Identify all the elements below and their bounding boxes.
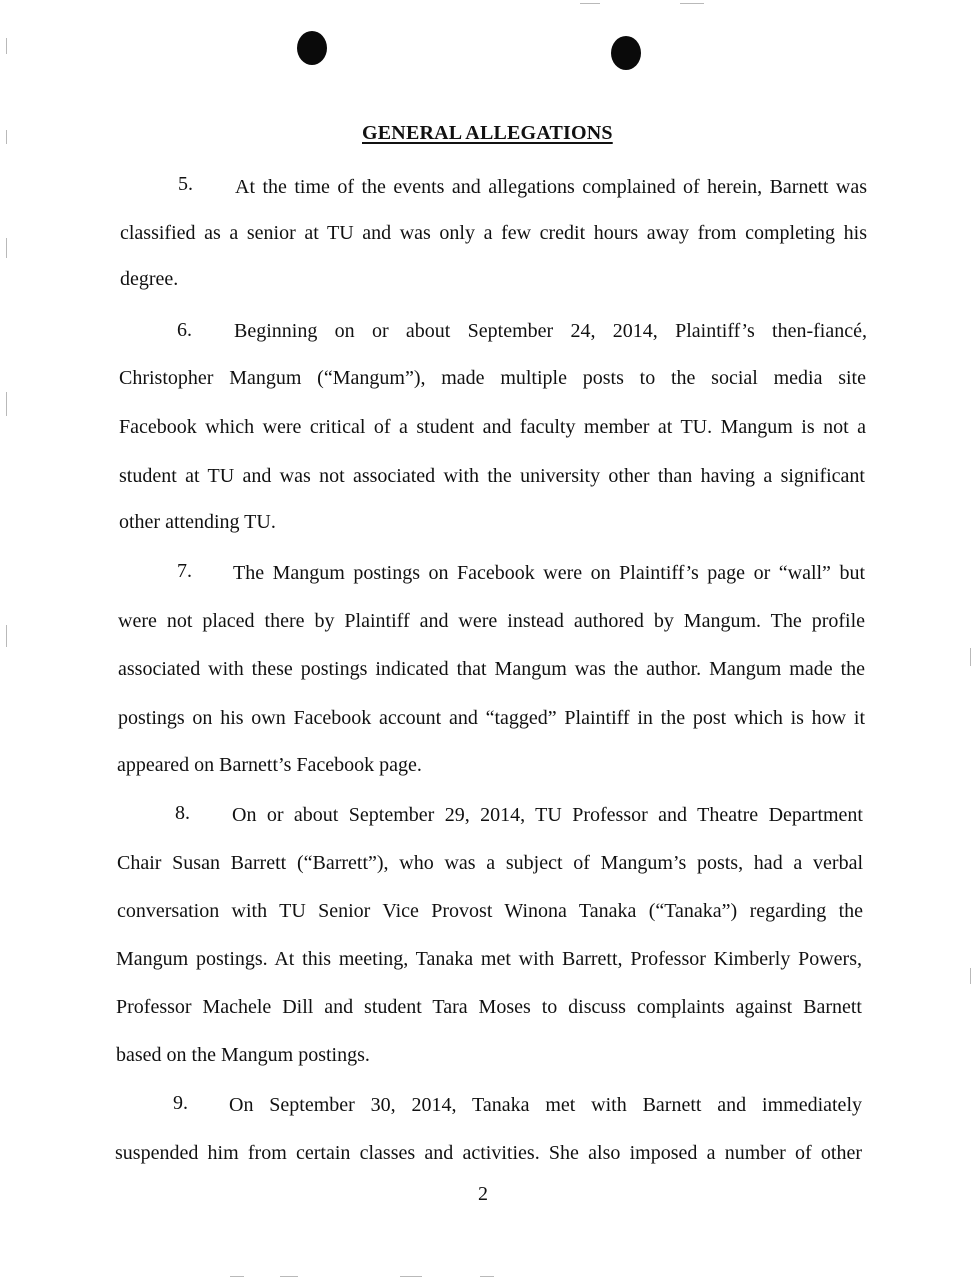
paragraph-line: Facebook which were critical of a student and faculty member at TU. Mangum is not a (119, 416, 866, 438)
section-heading: GENERAL ALLEGATIONS (362, 122, 613, 144)
paragraph-line: postings on his own Facebook account and “tagged” Plaintiff in the post which is how it (118, 707, 865, 729)
paragraph-line: Mangum postings. At this meeting, Tanaka met with Barrett, Professor Kimberly Powers, (116, 948, 862, 970)
scan-artifact (970, 968, 971, 984)
paragraph-line: classified as a senior at TU and was only a few credit hours away from completing his (120, 222, 867, 244)
paragraph-line: suspended him from certain classes and activities. She also imposed a number of other (115, 1142, 862, 1164)
scan-artifact (6, 238, 7, 258)
paragraph-line: At the time of the events and allegations complained of herein, Barnett was (235, 176, 867, 198)
scan-artifact (680, 3, 704, 4)
paragraph-line: Christopher Mangum (“Mangum”), made multiple posts to the social media site (119, 367, 866, 389)
hole-punch-mark (297, 31, 327, 65)
paragraph-line: associated with these postings indicated that Mangum was the author. Mangum made the (118, 658, 865, 680)
paragraph-line: degree. (120, 268, 179, 290)
paragraph-line: student at TU and was not associated with the university other than having a significant (119, 465, 865, 487)
scan-artifact (6, 38, 7, 54)
hole-punch-mark (611, 36, 641, 70)
scan-artifact (580, 3, 600, 4)
scan-artifact (6, 130, 7, 144)
paragraph-number: 6. (177, 319, 192, 341)
paragraph-number: 5. (178, 173, 193, 195)
paragraph-line: were not placed there by Plaintiff and were instead authored by Mangum. The profile (118, 610, 865, 632)
scan-artifact (280, 1276, 298, 1277)
paragraph-number: 8. (175, 802, 190, 824)
scan-artifact (6, 392, 7, 416)
paragraph-line: appeared on Barnett’s Facebook page. (117, 754, 422, 776)
scan-artifact (400, 1276, 422, 1277)
paragraph-line: Chair Susan Barrett (“Barrett”), who was a subject of Mangum’s posts, had a verbal (117, 852, 863, 874)
scan-artifact (230, 1276, 244, 1277)
paragraph-line: Professor Machele Dill and student Tara Moses to discuss complaints against Barnett (116, 996, 862, 1018)
paragraph-line: On September 30, 2014, Tanaka met with Barnett and immediately (229, 1094, 862, 1116)
paragraph-line: based on the Mangum postings. (116, 1044, 370, 1066)
page-number: 2 (478, 1183, 488, 1205)
paragraph-number: 9. (173, 1092, 188, 1114)
scan-artifact (970, 648, 971, 666)
paragraph-line: other attending TU. (119, 511, 276, 533)
scan-artifact (6, 625, 7, 647)
paragraph-line: Beginning on or about September 24, 2014, Plaintiff’s then-fiancé, (234, 320, 867, 342)
paragraph-line: The Mangum postings on Facebook were on Plaintiff’s page or “wall” but (233, 562, 865, 584)
paragraph-number: 7. (177, 560, 192, 582)
paragraph-line: On or about September 29, 2014, TU Professor and Theatre Department (232, 804, 863, 826)
paragraph-line: conversation with TU Senior Vice Provost Winona Tanaka (“Tanaka”) regarding the (117, 900, 863, 922)
scan-artifact (480, 1276, 494, 1277)
